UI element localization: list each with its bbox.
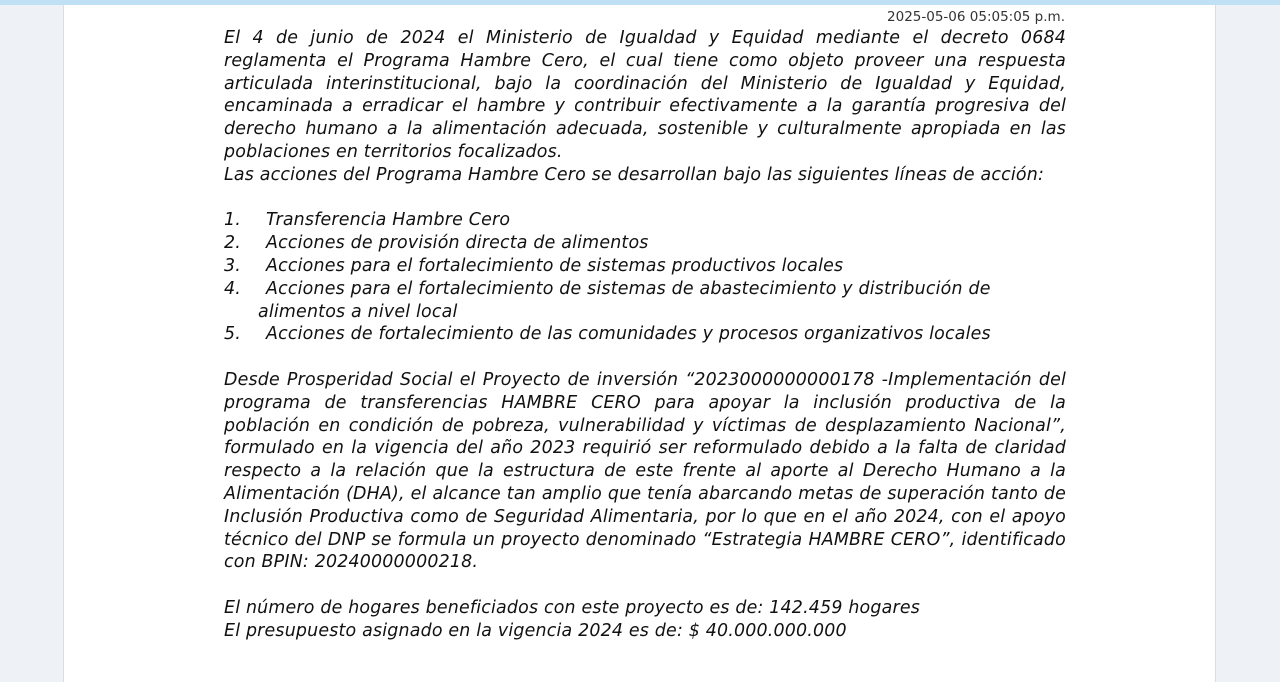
document-timestamp: 2025-05-06 05:05:05 p.m. bbox=[887, 9, 1065, 25]
list-item-text: Acciones para el fortalecimiento de sistemas de abastecimiento y distribución de bbox=[266, 278, 991, 299]
document-body bbox=[224, 27, 1066, 643]
list-item-number: 5. bbox=[224, 324, 241, 345]
list-item-number: 3. bbox=[224, 255, 241, 276]
list-item bbox=[224, 278, 1066, 324]
paragraph-lines-intro: Las acciones del Programa Hambre Cero se desarrollan bajo las siguientes líneas de acción: bbox=[224, 164, 1045, 185]
budget-line: El presupuesto asignado en la vigencia 2024 es de: $ 40.000.000.000 bbox=[224, 620, 847, 641]
list-item-number: 2. bbox=[224, 233, 241, 254]
list-item-continuation: alimentos a nivel local bbox=[258, 301, 458, 322]
list-item bbox=[224, 323, 1066, 346]
list-item-text: Acciones de provisión directa de alimentos bbox=[266, 233, 649, 254]
households-line: El número de hogares beneficiados con este proyecto es de: 142.459 hogares bbox=[224, 597, 920, 618]
list-item-number: 4. bbox=[224, 278, 241, 299]
list-item-text: Acciones de fortalecimiento de las comunidades y procesos organizativos locales bbox=[266, 324, 991, 345]
paragraph-investment-project: Desde Prosperidad Social el Proyecto de inversión “2023000000000178 -Implementación del programa de transferencias HAMBRE CERO para apoyar la inclusión productiva de la población en condición de pobreza, vulnerabilidad y víctimas de desplazamiento Nacional”, formulado en la vigencia del año 2023 requirió ser reformulado debido a la falta de claridad respecto a la relación que la estructura de este frente al aporte al Derecho Humano a la Alimentación (DHA), el alcance tan amplio que tenía abarcando metas de superación tanto de Inclusión Productiva como de Seguridad Alimentaria, por lo que en el año 2024, con el apoyo técnico del DNP se formula un proyecto denominado “Estrategia HAMBRE CERO”, identificado con BPIN: 20240000000218. bbox=[224, 369, 1066, 573]
list-item bbox=[224, 232, 1066, 255]
list-item bbox=[224, 255, 1066, 278]
action-list bbox=[224, 209, 1066, 346]
list-item-text: Acciones para el fortalecimiento de sistemas productivos locales bbox=[266, 255, 844, 276]
list-item-number: 1. bbox=[224, 210, 241, 231]
list-item-text: Transferencia Hambre Cero bbox=[266, 210, 511, 231]
list-item bbox=[224, 209, 1066, 232]
paragraph-decree: El 4 de junio de 2024 el Ministerio de Igualdad y Equidad mediante el decreto 0684 reglamenta el Programa Hambre Cero, el cual tiene como objeto proveer una respuesta articulada interinstitucional, bajo la coordinación del Ministerio de Igualdad y Equidad, encaminada a erradicar el hambre y contribuir efectivamente a la garantía progresiva del derecho humano a la alimentación adecuada, sostenible y culturalmente apropiada en las poblaciones en territorios focalizados. bbox=[224, 28, 1066, 162]
document-page bbox=[63, 5, 1216, 682]
